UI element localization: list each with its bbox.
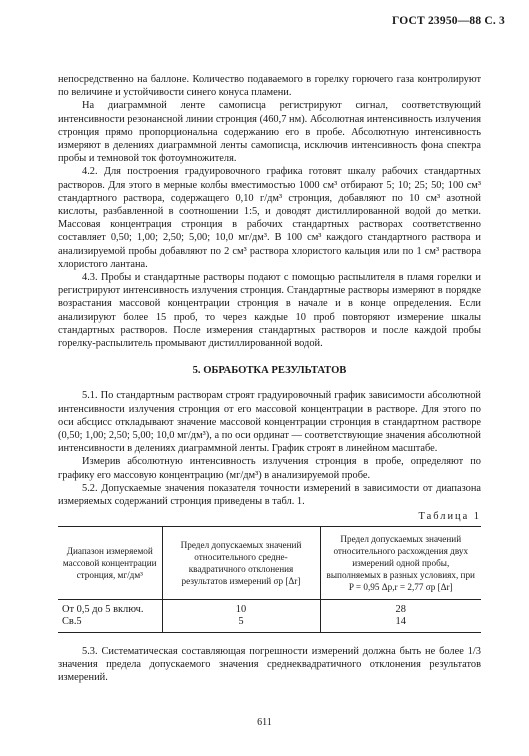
table-cell-range: От 0,5 до 5 включ. xyxy=(62,603,144,615)
table-cell-discrepancy: 28 xyxy=(320,599,481,616)
table-header-row xyxy=(58,526,481,599)
paragraph-4-2: 4.2. Для построения градуировочного графика готовят шкалу рабочих стандартных растворов. Для этого в мерные колбы вместимостью 1000 см³ отбирают 5; 10; 25; 50; 100 см³ стандартного раствора, содержащего 0,10 г/дм³ стронция, добавляют по 10 см³ азотной кислоты, разбавленной в соотношении 1:5, и доводят дистиллированной водой до метки. Массовая концентрация стронция в рабочих стандартных растворах соответственно составляет 0,50; 1,00; 2,50; 5,00; 10,0 мг/дм³. В 100 см³ каждого стандартного раствора и анализируемой пробы добавляют по 2 см³ раствора хлористого кальция или по 1 см³ раствора хлористого лантана. xyxy=(58,166,481,270)
paragraph-5-3: 5.3. Систематическая составляющая погрешности измерений должна быть не более 1/3 значения предела допускаемого значения среднеквадратичного отклонения результатов измерений. xyxy=(58,645,481,683)
table-header-range: Диапазон измеряемой массовой концентрации стронция, мг/дм³ xyxy=(58,526,162,599)
table-header-deviation: Предел допускаемых значений относительного средне-квадратичного отклонения результатов измерений σр [Δr] xyxy=(162,526,320,599)
document-body xyxy=(58,73,481,684)
paragraph-recorder-signal: На диаграммной ленте самописца регистрируют сигнал, соответствующий интенсивности резонансной линии стронция (460,7 нм). Абсолютная интенсивность излучения стронция прямо пропорциональна содержанию его в пробе. Абсолютную интенсивность измеряют в делениях диаграммной ленты самописца, исключив интенсивность фона спектра пробы и темновой ток фотоумножителя. xyxy=(58,100,481,165)
paragraph-4-3: 4.3. Пробы и стандартные растворы подают с помощью распылителя в пламя горелки и регистрируют интенсивность излучения стронция. Стандартные растворы измеряют в порядке возрастания массовой концентрации стронция в начале и в конце определения. Если анализируют более 15 проб, то через каждые 10 проб повторяют измерение шкалы стандартных растворов. После измерения стандартных растворов и после каждой пробы горелку-распылитель промывают дистиллированной водой. xyxy=(58,272,481,350)
paragraph-5-2: 5.2. Допускаемые значения показателя точности измерений в зависимости от диапазона измеряемых содержаний стронция приведены в табл. 1. xyxy=(58,482,481,508)
page-number: 611 xyxy=(257,717,272,728)
table-caption: Таблица 1 xyxy=(418,511,481,523)
paragraph-measure-intensity: Измерив абсолютную интенсивность излучения стронция в пробе, определяют по графику его массовую концентрацию (мг/дм³) в анализируемой пробе. xyxy=(58,456,481,481)
table-cell-deviation: 10 xyxy=(162,599,320,616)
table-cell-range: Св.5 xyxy=(58,616,162,632)
section-title: 5. ОБРАБОТКА РЕЗУЛЬТАТОВ xyxy=(192,365,347,377)
paragraph-continuation: непосредственно на баллоне. Количество подаваемого в горелку горючего газа контролируют по величине и устойчивости синего конуса пламени. xyxy=(58,74,481,99)
page-header: ГОСТ 23950—88 С. 3 xyxy=(392,15,505,27)
table-cell-discrepancy: 14 xyxy=(320,616,481,632)
table-header-discrepancy: Предел допускаемых значений относительного расхождения двух измерений одной пробы, выполняемых в разных условиях, при P = 0,95 Δр,r = 2,77 σр [Δr] xyxy=(320,526,481,599)
paragraph-5-1: 5.1. По стандартным растворам строят градуировочный график зависимости абсолютной интенсивности излучения стронция от его массовой концентрации в растворе. Для этого по оси абсцисс откладывают значение массовой концентрации стронция в стандартном растворе (0,50; 1,00; 2,50; 5,00; 10,0 мг/дм³), а по оси ординат — соответствующие значения абсолютной интенсивности в делениях диаграммной ленты. График строят в линейном масштабе. xyxy=(58,390,481,455)
table-row xyxy=(58,599,481,616)
table-1 xyxy=(58,526,481,633)
table-row xyxy=(58,616,481,632)
table-cell-deviation: 5 xyxy=(162,616,320,632)
